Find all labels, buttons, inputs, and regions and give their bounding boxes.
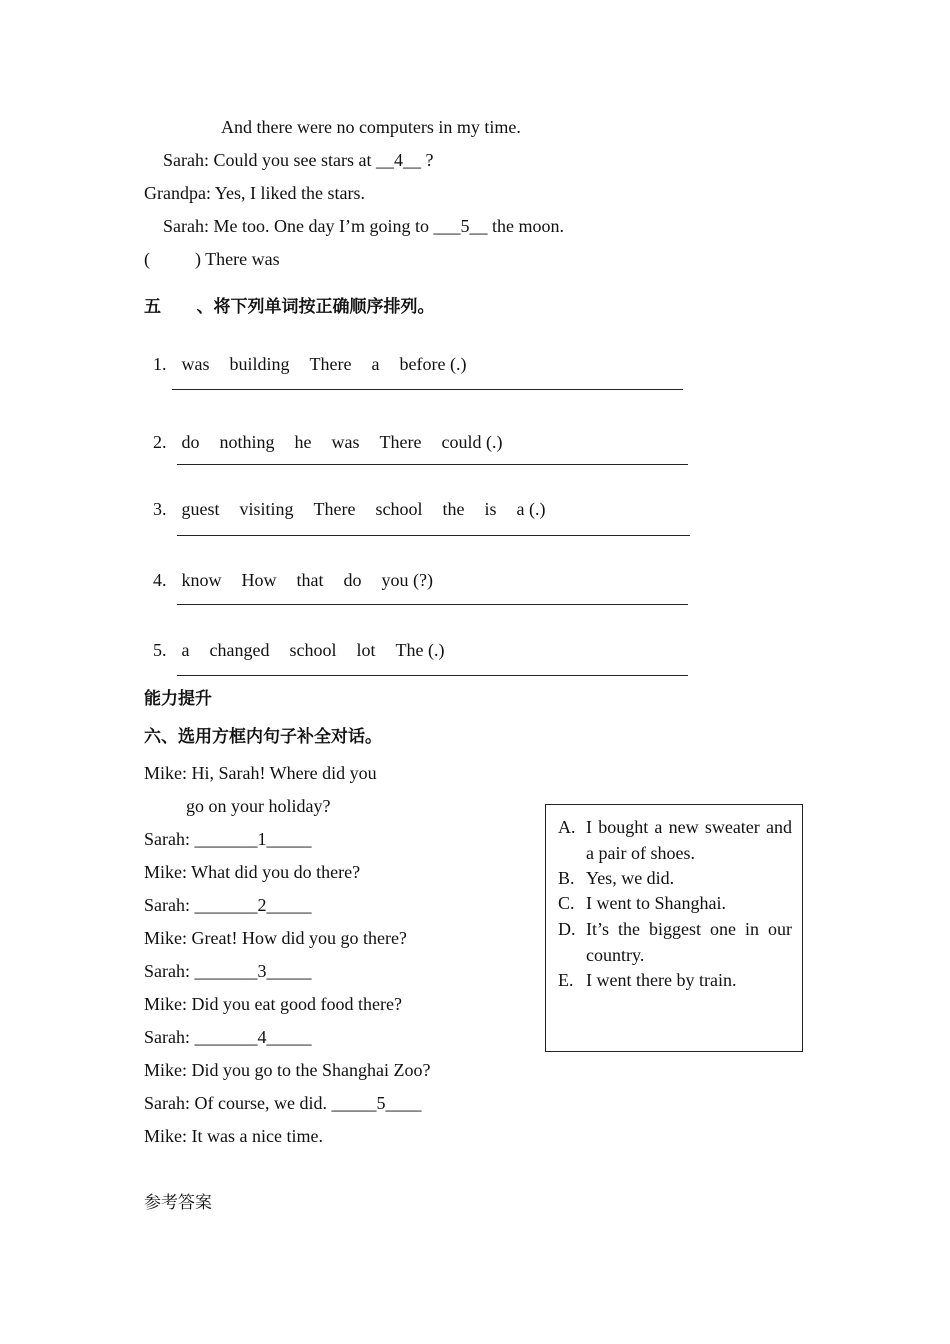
section-title: 五 、将下列单词按正确顺序排列。 <box>144 297 435 317</box>
reorder-item <box>144 476 565 520</box>
answer-line <box>177 464 688 465</box>
option-key: C. <box>558 893 575 913</box>
word: was <box>181 354 210 374</box>
word: a <box>181 640 190 660</box>
word: do <box>343 570 362 590</box>
section-title: 六、选用方框内句子补全对话。 <box>144 727 382 747</box>
option-c <box>558 891 792 917</box>
word: you (?) <box>381 570 433 590</box>
word: a (.) <box>516 499 546 519</box>
word: changed <box>209 640 270 660</box>
word: There <box>309 354 352 374</box>
dialogue-line: go on your holiday? <box>186 796 331 816</box>
item-number: 4. <box>153 570 167 590</box>
ability-title: 能力提升 <box>144 689 212 709</box>
dialogue-line: Sarah: Me too. One day I’m going to ___5__ the moon. <box>163 216 564 236</box>
option-key: D. <box>558 919 576 939</box>
dialogue-line: Sarah: Could you see stars at __4__ ? <box>163 150 434 170</box>
answer-line <box>172 389 683 390</box>
word: is <box>484 499 497 519</box>
dialogue-line: Mike: Hi, Sarah! Where did you <box>144 763 377 783</box>
option-text: It’s the biggest one in our country. <box>586 919 792 965</box>
option-d <box>558 917 792 968</box>
word: There <box>379 432 422 452</box>
word: was <box>331 432 360 452</box>
word: nothing <box>219 432 275 452</box>
answers-title: 参考答案 <box>144 1193 212 1213</box>
dialogue-line: Sarah: _______4_____ <box>144 1027 312 1047</box>
dialogue-line: Sarah: _______2_____ <box>144 895 312 915</box>
answer-line <box>177 604 688 605</box>
reorder-item <box>144 547 453 591</box>
word: The (.) <box>395 640 445 660</box>
option-key: A. <box>558 817 576 837</box>
word: lot <box>356 640 376 660</box>
dialogue-line: Mike: It was a nice time. <box>144 1126 323 1146</box>
word: There <box>313 499 356 519</box>
answer-line <box>177 675 688 676</box>
dialogue-line: Mike: Great! How did you go there? <box>144 928 407 948</box>
dialogue-line: And there were no computers in my time. <box>221 117 521 137</box>
dialogue-line: Mike: What did you do there? <box>144 862 361 882</box>
word: he <box>294 432 312 452</box>
word: know <box>181 570 222 590</box>
word: could (.) <box>441 432 503 452</box>
dialogue-line: Mike: Did you eat good food there? <box>144 994 402 1014</box>
option-text: I went there by train. <box>586 970 737 990</box>
word: school <box>289 640 337 660</box>
option-text: Yes, we did. <box>586 868 675 888</box>
option-key: E. <box>558 970 574 990</box>
dialogue-line: ( ) There was <box>144 249 280 269</box>
option-b <box>558 866 792 892</box>
item-number: 1. <box>153 354 167 374</box>
dialogue-line: Mike: Did you go to the Shanghai Zoo? <box>144 1060 431 1080</box>
option-key: B. <box>558 868 575 888</box>
item-number: 3. <box>153 499 167 519</box>
answer-line <box>177 535 690 536</box>
word: the <box>442 499 465 519</box>
dialogue-line: Grandpa: Yes, I liked the stars. <box>144 183 365 203</box>
reorder-item <box>144 331 486 375</box>
word: a <box>371 354 380 374</box>
word: How <box>241 570 277 590</box>
reorder-item <box>144 617 464 661</box>
item-number: 5. <box>153 640 167 660</box>
options-box <box>545 804 803 1052</box>
option-text: I went to Shanghai. <box>586 893 726 913</box>
word: visiting <box>239 499 294 519</box>
reorder-item <box>144 409 522 453</box>
word: guest <box>181 499 220 519</box>
dialogue-line: Sarah: _______3_____ <box>144 961 312 981</box>
dialogue-line: Sarah: Of course, we did. _____5____ <box>144 1093 422 1113</box>
word: before (.) <box>399 354 467 374</box>
word: that <box>296 570 324 590</box>
word: building <box>229 354 290 374</box>
word: do <box>181 432 200 452</box>
item-number: 2. <box>153 432 167 452</box>
option-a <box>558 815 792 866</box>
option-text: I bought a new sweater and a pair of shoes. <box>586 817 792 863</box>
word: school <box>375 499 423 519</box>
dialogue-line: Sarah: _______1_____ <box>144 829 312 849</box>
option-e <box>558 968 792 994</box>
